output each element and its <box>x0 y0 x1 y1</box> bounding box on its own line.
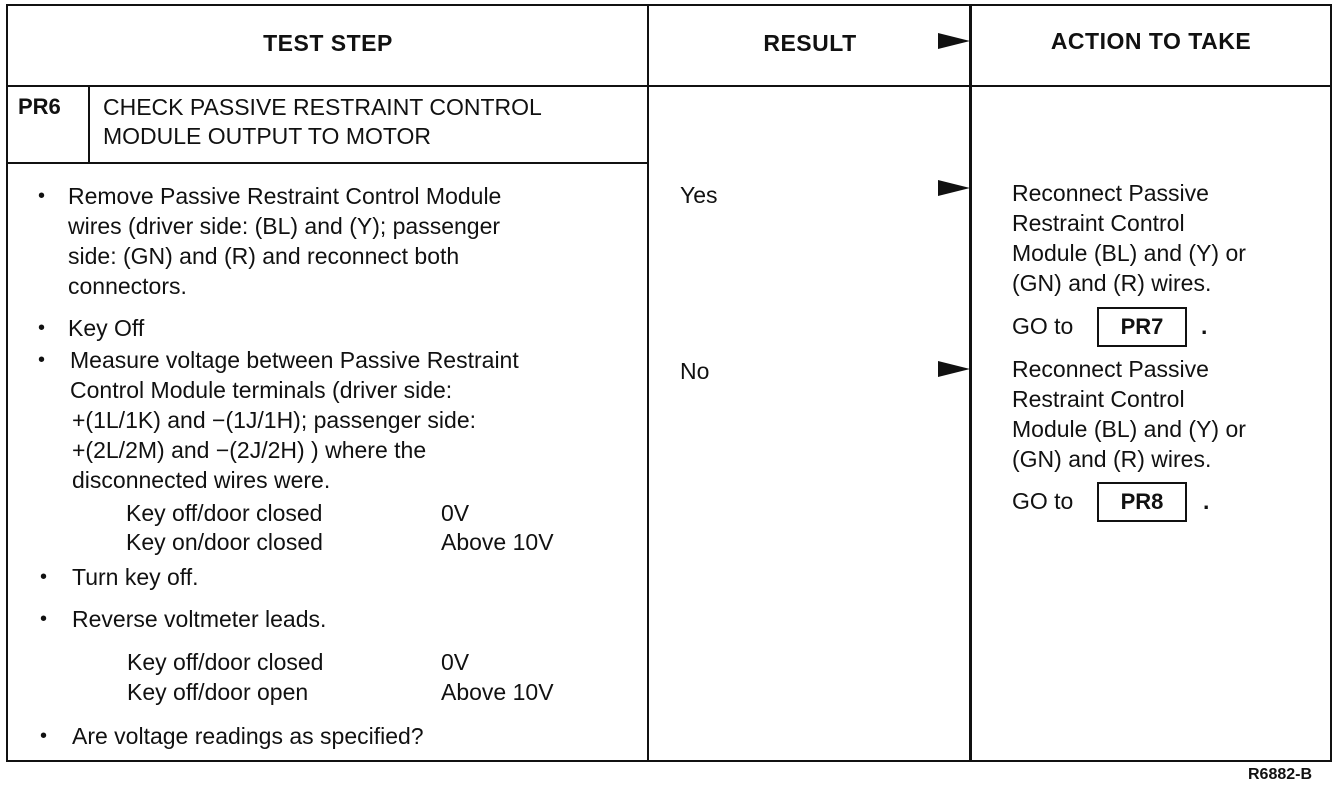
spec-1-value-2: Above 10V <box>441 529 554 555</box>
column-divider-2 <box>969 4 972 762</box>
action-no-period: . <box>1203 488 1210 514</box>
action-no-line-1: Reconnect Passive <box>1012 356 1209 382</box>
instruction-1-line-1: Remove Passive Restraint Control Module <box>68 183 502 209</box>
instruction-3-line-1: Measure voltage between Passive Restraint <box>70 347 519 373</box>
bullet-icon: • <box>40 725 48 747</box>
action-yes-period: . <box>1201 313 1208 339</box>
spec-2-value-2: Above 10V <box>441 679 554 705</box>
bullet-icon: • <box>40 566 48 588</box>
spec-1-label-1: Key off/door closed <box>126 500 323 526</box>
instruction-3-line-3: +(1L/1K) and −(1J/1H); passenger side: <box>72 407 477 433</box>
header-test-step: TEST STEP <box>263 30 393 56</box>
action-no-line-3: Module (BL) and (Y) or <box>1012 416 1246 442</box>
instruction-4: Turn key off. <box>72 564 199 590</box>
instruction-6: Are voltage readings as specified? <box>72 723 424 749</box>
bullet-icon: • <box>38 317 46 339</box>
table-border-left <box>6 4 8 762</box>
instruction-3-line-4: +(2L/2M) and −(2J/2H) ) where the <box>72 437 427 463</box>
header-action: ACTION TO TAKE <box>1050 28 1252 54</box>
table-border-right <box>1330 4 1332 762</box>
instruction-2: Key Off <box>68 315 145 341</box>
spec-2-label-1: Key off/door closed <box>127 649 324 675</box>
instruction-1-line-2: wires (driver side: (BL) and (Y); passenger <box>68 213 501 239</box>
instruction-5: Reverse voltmeter leads. <box>72 606 327 632</box>
spec-2-value-1: 0V <box>441 649 470 675</box>
header-arrow-icon <box>938 33 970 49</box>
step-title-line-2: MODULE OUTPUT TO MOTOR <box>103 123 431 149</box>
action-yes-line-1: Reconnect Passive <box>1012 180 1209 206</box>
spec-2-label-2: Key off/door open <box>127 679 309 705</box>
yes-arrow-icon <box>938 180 970 196</box>
instruction-1-line-4: connectors. <box>68 273 187 299</box>
action-yes-go-label: GO to <box>1012 313 1074 339</box>
table-border-bottom <box>6 760 1332 762</box>
table-border-top <box>6 4 1332 6</box>
step-title-divider <box>6 162 649 164</box>
spec-1-label-2: Key on/door closed <box>126 529 323 555</box>
figure-id: R6882-B <box>1248 766 1313 783</box>
goto-pr7-button[interactable]: PR7 <box>1097 307 1187 347</box>
result-yes: Yes <box>680 182 718 208</box>
action-yes-line-2: Restraint Control <box>1012 210 1185 236</box>
header-result: RESULT <box>763 30 857 56</box>
result-no: No <box>680 358 710 384</box>
spec-1-value-1: 0V <box>441 500 470 526</box>
bullet-icon: • <box>40 608 48 630</box>
action-yes-line-4: (GN) and (R) wires. <box>1012 270 1212 296</box>
step-id-divider <box>88 86 90 163</box>
no-arrow-icon <box>938 361 970 377</box>
column-divider-1 <box>647 4 649 762</box>
instruction-1-line-3: side: (GN) and (R) and reconnect both <box>68 243 460 269</box>
action-yes-line-3: Module (BL) and (Y) or <box>1012 240 1246 266</box>
action-no-line-2: Restraint Control <box>1012 386 1185 412</box>
instruction-3-line-5: disconnected wires were. <box>72 467 331 493</box>
action-no-line-4: (GN) and (R) wires. <box>1012 446 1212 472</box>
step-id: PR6 <box>18 94 61 119</box>
goto-pr8-button[interactable]: PR8 <box>1097 482 1187 522</box>
bullet-icon: • <box>38 349 46 371</box>
step-title-line-1: CHECK PASSIVE RESTRAINT CONTROL <box>103 94 542 120</box>
instruction-3-line-2: Control Module terminals (driver side: <box>70 377 453 403</box>
header-divider <box>6 85 1332 87</box>
action-no-go-label: GO to <box>1012 488 1074 514</box>
bullet-icon: • <box>38 185 46 207</box>
